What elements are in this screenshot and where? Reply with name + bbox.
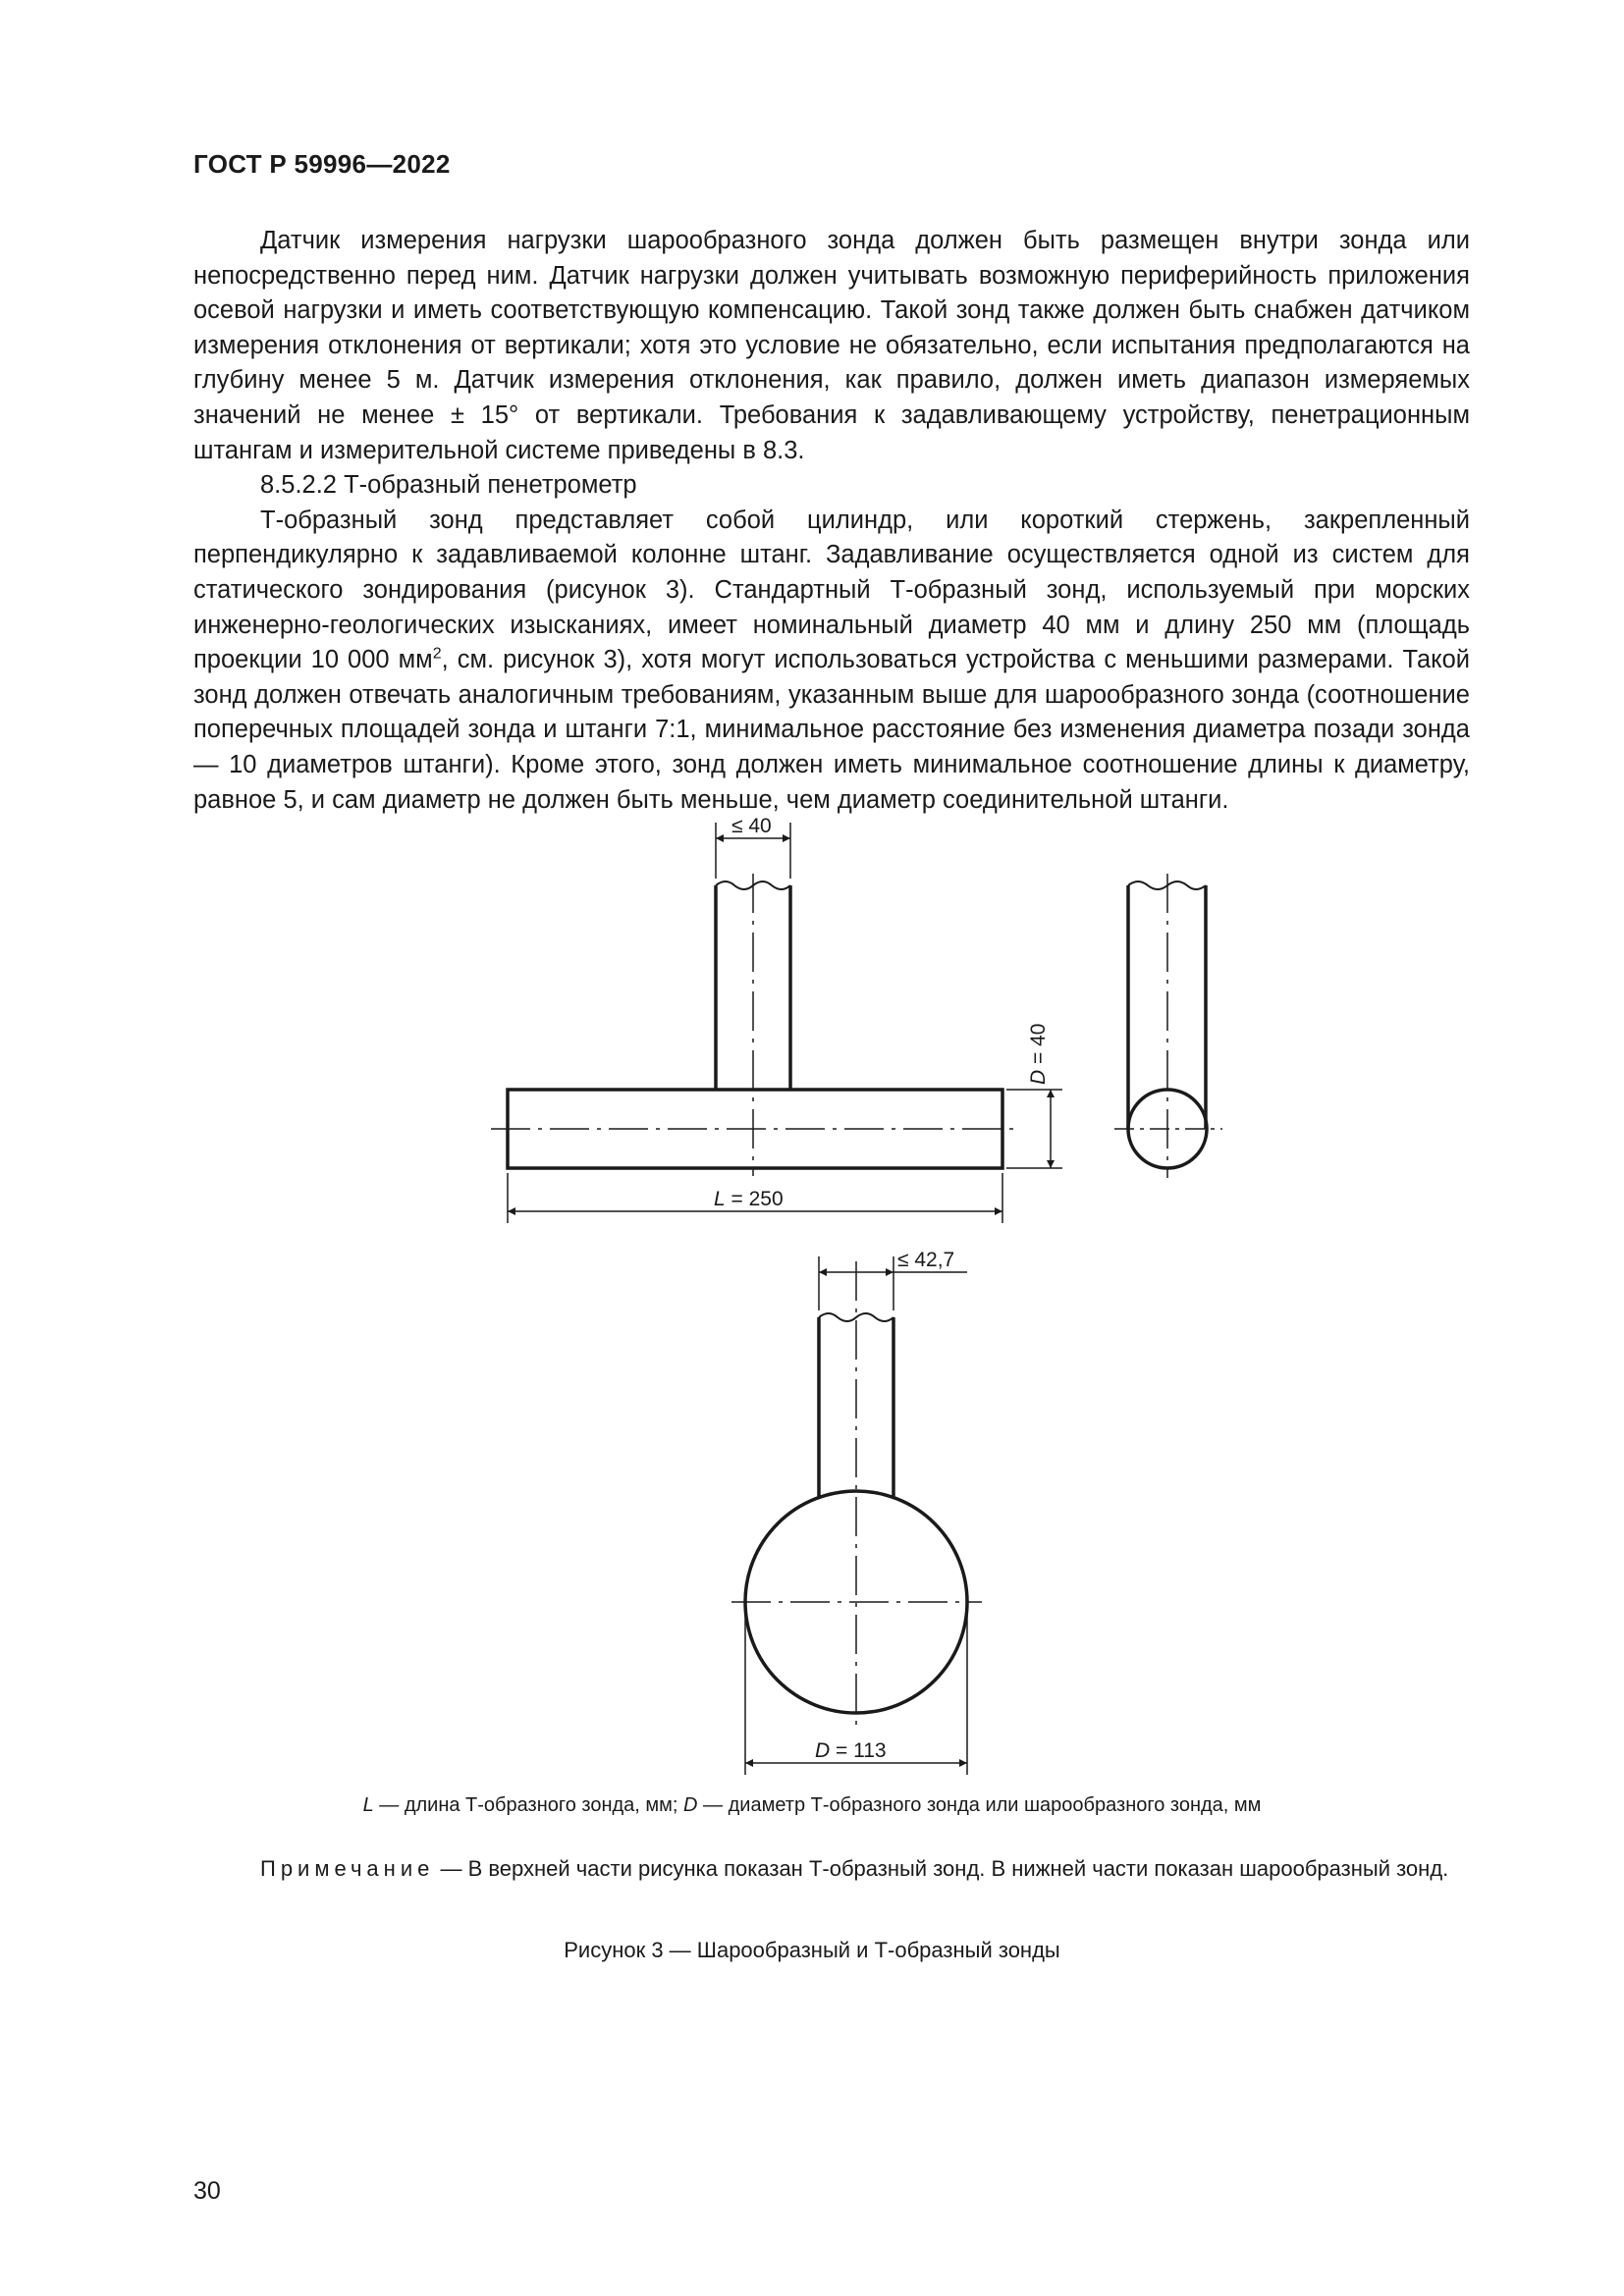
superscript-2: 2 — [432, 645, 442, 663]
paragraph-t-bar-probe — [193, 504, 1470, 818]
ball-probe-view — [731, 1256, 982, 1775]
figure-note — [193, 1853, 1519, 1885]
legend-l-symbol: L — [362, 1794, 374, 1816]
label-rod-diameter-ball: ≤ 42,7 — [897, 1249, 955, 1271]
label-length-t: L = 250 — [714, 1188, 784, 1210]
label-rod-diameter-t: ≤ 40 — [731, 815, 772, 837]
note-text: — В верхней части рисунка показан Т-образный зонд. В нижней части показан шарообразный зонд. — [434, 1856, 1449, 1881]
figure-3-drawing — [0, 805, 1624, 1787]
document-header: ГОСТ Р 59996—2022 — [193, 149, 451, 179]
t-bar-probe-front-view — [491, 823, 1062, 1223]
paragraph-t-bar-part-1: Т-образный зонд представляет собой цилиндр, или короткий стержень, закрепленный перпендикулярно к задавливаемой колонне штанг. Задавливание осуществляется одной из систем для статического зондирования (рисунок 3). Стандартный Т-образный зонд, используемый при морских инженерно-геологических изысканиях, имеет номинальный диаметр 40 мм и длину 250 мм (площадь проекции 10 000 мм — [193, 506, 1470, 674]
figure-legend — [0, 1794, 1624, 1817]
rod-break-line — [819, 1313, 893, 1321]
label-diameter-t: D = 40 — [1027, 1023, 1050, 1085]
legend-d-symbol: D — [683, 1794, 698, 1816]
label-diameter-ball: D = 113 — [815, 1739, 887, 1762]
paragraph-t-bar-part-2: , см. рисунок 3), хотя могут использоваться устройства с меньшими размерами. Такой зонд должен отвечать аналогичным требованиям, указанным выше для шарообразного зонда (соотношение поперечных площадей зонда и штанги 7:1, минимальное расстояние без изменения диаметра позади зонда — 10 диаметров штанги). Кроме этого, зонд должен иметь минимальное соотношение длины к диаметру, равное 5, и сам диаметр не должен быть меньше, чем диаметр соединительной штанги. — [193, 646, 1470, 814]
section-heading: 8.5.2.2 Т-образный пенетрометр — [260, 471, 637, 500]
paragraph-ball-probe-sensor: Датчик измерения нагрузки шарообразного зонда должен быть размещен внутри зонда или непосредственно перед ним. Датчик нагрузки должен учитывать возможную периферийность приложения осевой нагрузки и иметь соответствующую компенсацию. Такой зонд также должен быть снабжен датчиком измерения отклонения от вертикали; хотя это условие не обязательно, если испытания предполагаются на глубину менее 5 м. Датчик измерения отклонения, как правило, должен иметь диапазон измеряемых значений не менее ± 15° от вертикали. Требования к задавливающему устройству, пенетрационным штангам и измерительной системе приведены в 8.3. — [193, 227, 1470, 464]
figure-caption: Рисунок 3 — Шарообразный и Т-образный зонды — [564, 1938, 1060, 1962]
page-number: 30 — [193, 2177, 221, 2205]
body-text — [193, 224, 1470, 818]
legend-d-text: — диаметр Т-образного зонда или шарообразного зонда, мм — [697, 1794, 1262, 1816]
legend-l-text: — длина Т-образного зонда, мм; — [373, 1794, 684, 1816]
t-bar-probe-side-view — [1114, 874, 1222, 1178]
note-label: Примечание — [260, 1856, 435, 1881]
